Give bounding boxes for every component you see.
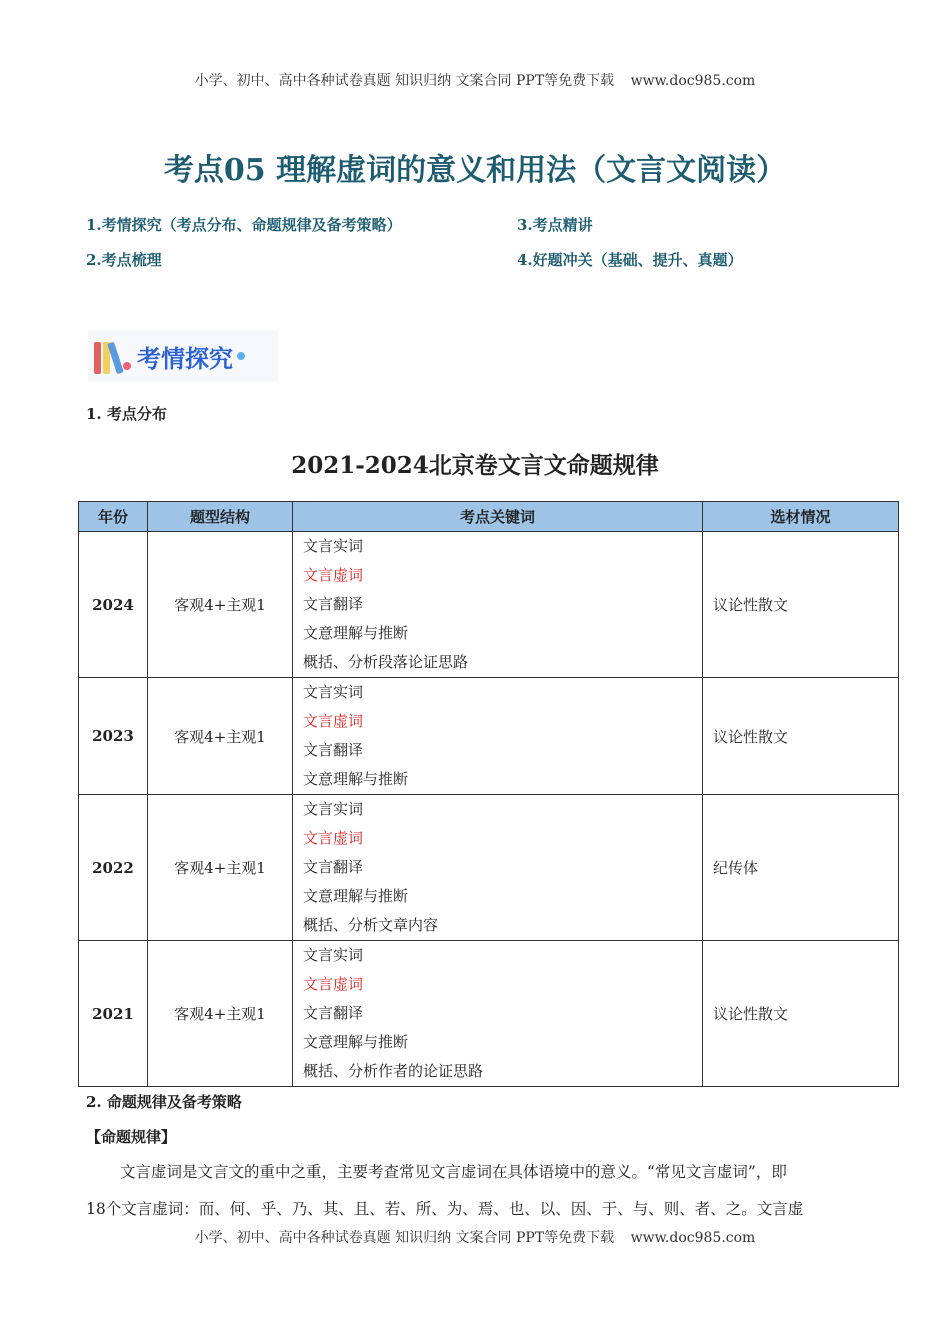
subheading: 【命题规律】 [86,1128,177,1146]
keyword: 概括、分析文章内容 [303,916,439,934]
keyword: 文言翻译 [303,1004,364,1022]
cell-structure: 客观4+主观1 [148,941,293,1087]
cell-year: 2021 [79,941,148,1087]
page-footer [0,1227,950,1247]
keyword: 文意理解与推断 [303,770,409,788]
section-heading: 1. 考点分布 [86,405,167,423]
toc-item-1[interactable]: 1.考情探究（考点分布、命题规律及备考策略） [86,216,402,234]
exam-table [78,501,899,1087]
keyword: 文意理解与推断 [303,887,409,905]
page-header [0,70,950,90]
header-url[interactable]: www.doc985.com [630,73,756,89]
keyword: 文言翻译 [303,741,364,759]
keyword: 文言翻译 [303,858,364,876]
page-title: 考点05 理解虚词的意义和用法（文言文阅读） [163,153,787,188]
section-logo [88,330,278,382]
cell-structure: 客观4+主观1 [148,678,293,795]
toc-item-2[interactable]: 2.考点梳理 [86,251,162,269]
dot-icon [123,362,131,370]
footer-url[interactable]: www.doc985.com [630,1230,756,1246]
keyword: 文言实词 [303,683,364,701]
cell-year: 2022 [79,795,148,941]
cell-keywords [293,795,703,941]
keyword: 文言实词 [303,800,364,818]
keyword: 文言虚词 [303,566,364,584]
cell-material: 纪传体 [703,795,899,941]
cell-material: 议论性散文 [703,532,899,678]
header-keywords: 考点关键词 [293,502,703,532]
header-year: 年份 [79,502,148,532]
books-icon [94,338,121,374]
header-structure: 题型结构 [148,502,293,532]
logo-text: 考情探究 [137,344,233,373]
keyword: 文言实词 [303,537,364,555]
cell-keywords [293,941,703,1087]
table-row [79,941,899,1087]
table-row [79,678,899,795]
cell-year: 2024 [79,532,148,678]
section-heading: 2. 命题规律及备考策略 [86,1093,242,1111]
keyword: 文言虚词 [303,712,364,730]
cell-keywords [293,532,703,678]
footer-text: 小学、初中、高中各种试卷真题 知识归纳 文案合同 PPT等免费下载 [194,1230,615,1246]
table-title: 2021-2024北京卷文言文命题规律 [291,452,659,479]
cell-structure: 客观4+主观1 [148,532,293,678]
cell-structure: 客观4+主观1 [148,795,293,941]
keyword: 文言实词 [303,946,364,964]
toc-item-4[interactable]: 4.好题冲关（基础、提升、真题） [517,251,743,269]
table-row [79,795,899,941]
keyword: 文言虚词 [303,975,364,993]
cell-keywords [293,678,703,795]
toc-item-3[interactable]: 3.考点精讲 [517,216,593,234]
cell-material: 议论性散文 [703,941,899,1087]
keyword: 概括、分析作者的论证思路 [303,1062,484,1080]
table-row [79,532,899,678]
keyword: 文言翻译 [303,595,364,613]
keyword: 概括、分析段落论证思路 [303,653,469,671]
keyword: 文言虚词 [303,829,364,847]
header-text: 小学、初中、高中各种试卷真题 知识归纳 文案合同 PPT等免费下载 [194,73,615,89]
header-material: 选材情况 [703,502,899,532]
cell-material: 议论性散文 [703,678,899,795]
keyword: 文意理解与推断 [303,1033,409,1051]
paragraph-line: 18个文言虚词：而、何、乎、乃、其、且、若、所、为、焉、也、以、因、于、与、则、者、之。文言虚 [86,1200,804,1218]
paragraph-line: 文言虚词是文言文的重中之重，主要考查常见文言虚词在具体语境中的意义。“常见文言虚词”，即 [120,1163,787,1181]
cell-year: 2023 [79,678,148,795]
keyword: 文意理解与推断 [303,624,409,642]
table-header-row [79,502,899,532]
dot-icon [237,352,245,360]
